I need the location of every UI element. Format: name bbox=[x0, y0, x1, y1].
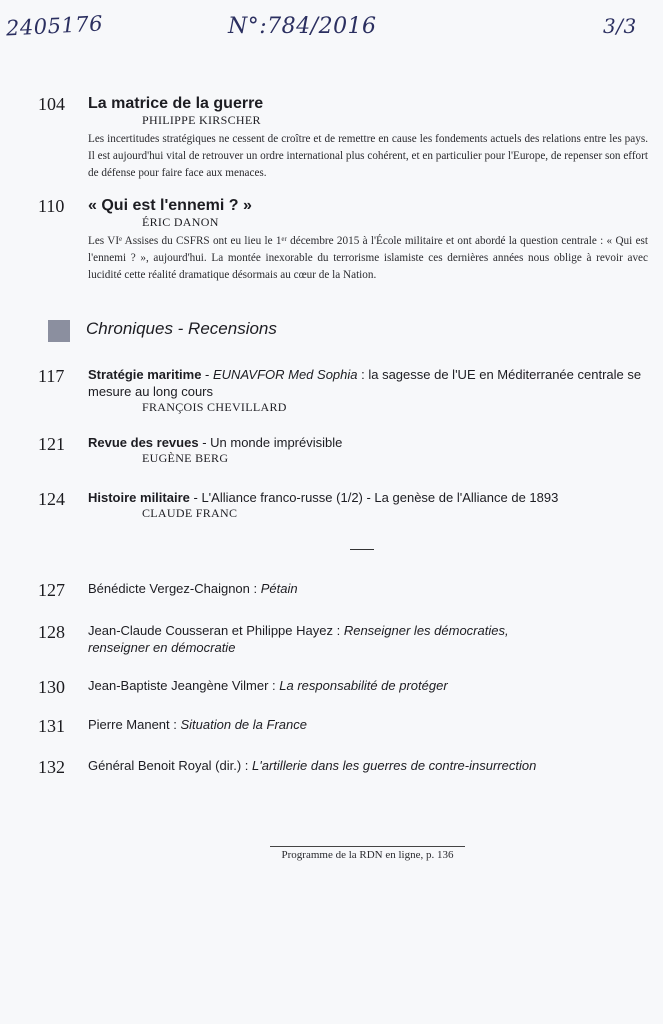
handwritten-page-count: 3/3 bbox=[603, 14, 637, 38]
article-title: « Qui est l'ennemi ? » bbox=[88, 197, 252, 214]
review-line bbox=[88, 622, 548, 656]
chronique-separator: - bbox=[198, 435, 211, 450]
review-line bbox=[88, 757, 648, 774]
article-author: PHILIPPE KIRSCHER bbox=[142, 113, 261, 127]
review-title: La responsabilité de protéger bbox=[279, 678, 448, 693]
chronique-separator: - bbox=[189, 490, 202, 505]
page-number: 110 bbox=[38, 196, 65, 216]
review-author: Pierre Manent bbox=[88, 717, 170, 732]
article-author: ÉRIC DANON bbox=[142, 215, 219, 229]
page-number: 128 bbox=[38, 622, 65, 642]
page-number: 121 bbox=[38, 434, 65, 454]
chronique-heading: Revue des revues bbox=[88, 435, 199, 450]
article-title: La matrice de la guerre bbox=[88, 95, 264, 112]
chronique-title bbox=[88, 366, 648, 400]
article-description: Les VIᵉ Assises du CSFRS ont eu lieu le 1ᵉʳ décembre 2015 à l'École militaire et ont abordé la question centrale : « Qui est l'ennemi ? », aujourd'hui. La montée inexorable du terrorisme islamiste ces dernières années nous oblige à revoir avec lucidité cette réalité dramatique désormais au cœur de la Nation. bbox=[88, 235, 648, 281]
footer-rule bbox=[270, 846, 465, 847]
chronique-title bbox=[88, 489, 648, 506]
page-number: 124 bbox=[38, 489, 65, 509]
review-separator: : bbox=[169, 717, 181, 732]
chronique-author: CLAUDE FRANC bbox=[142, 506, 238, 520]
page-number: 117 bbox=[38, 366, 65, 386]
chronique-heading: Stratégie maritime bbox=[88, 367, 202, 382]
chronique-subtitle: L'Alliance franco-russe (1/2) - La genèse de l'Alliance de 1893 bbox=[201, 490, 559, 505]
review-author: Jean-Baptiste Jeangène Vilmer bbox=[88, 678, 269, 693]
page-number: 132 bbox=[38, 757, 65, 777]
review-title: Renseigner les démocraties, renseigner en démocratie bbox=[88, 623, 509, 655]
handwritten-code: 2405176 bbox=[5, 11, 104, 41]
review-title: Pétain bbox=[260, 581, 298, 596]
chronique-subtitle: Un monde imprévisible bbox=[210, 435, 343, 450]
review-author: Jean-Claude Cousseran et Philippe Hayez bbox=[88, 623, 333, 638]
section-marker bbox=[48, 320, 70, 342]
page-number: 130 bbox=[38, 677, 65, 697]
review-line bbox=[88, 716, 648, 733]
page-number: 127 bbox=[38, 580, 65, 600]
review-separator: : bbox=[268, 678, 280, 693]
footer-note: Programme de la RDN en ligne, p. 136 bbox=[281, 849, 454, 861]
review-line bbox=[88, 677, 648, 694]
page-number: 104 bbox=[38, 94, 65, 114]
chronique-title bbox=[88, 434, 648, 451]
review-line bbox=[88, 580, 648, 597]
section-title: Chroniques - Recensions bbox=[86, 319, 277, 338]
review-title: L'artillerie dans les guerres de contre-insurrection bbox=[252, 758, 537, 773]
article-description: Les incertitudes stratégiques ne cessent de croître et de remettre en cause les fondements actuels des relations entre les pays. Il est aujourd'hui vital de retrouver un ordre international plus cohérent, et en particulier pour l'Europe, de repenser son effort de défense pour faire face aux menaces. bbox=[88, 133, 648, 179]
chronique-separator: - bbox=[201, 367, 213, 382]
review-separator: : bbox=[332, 623, 344, 638]
review-separator: : bbox=[241, 758, 253, 773]
chronique-heading: Histoire militaire bbox=[88, 490, 190, 505]
chronique-subtitle: : la sagesse de l'UE en Méditerranée centrale se mesure au long cours bbox=[88, 367, 642, 399]
chronique-subtitle-italic: EUNAVFOR Med Sophia bbox=[213, 367, 358, 382]
section-divider bbox=[350, 549, 374, 550]
review-title: Situation de la France bbox=[180, 717, 307, 732]
handwritten-number: N°:784/2016 bbox=[228, 14, 377, 39]
page-number: 131 bbox=[38, 716, 65, 736]
review-author: Général Benoit Royal (dir.) bbox=[88, 758, 242, 773]
chronique-author: EUGÈNE BERG bbox=[142, 451, 229, 465]
chronique-author: FRANÇOIS CHEVILLARD bbox=[142, 400, 287, 414]
review-separator: : bbox=[249, 581, 261, 596]
review-author: Bénédicte Vergez-Chaignon bbox=[88, 581, 250, 596]
